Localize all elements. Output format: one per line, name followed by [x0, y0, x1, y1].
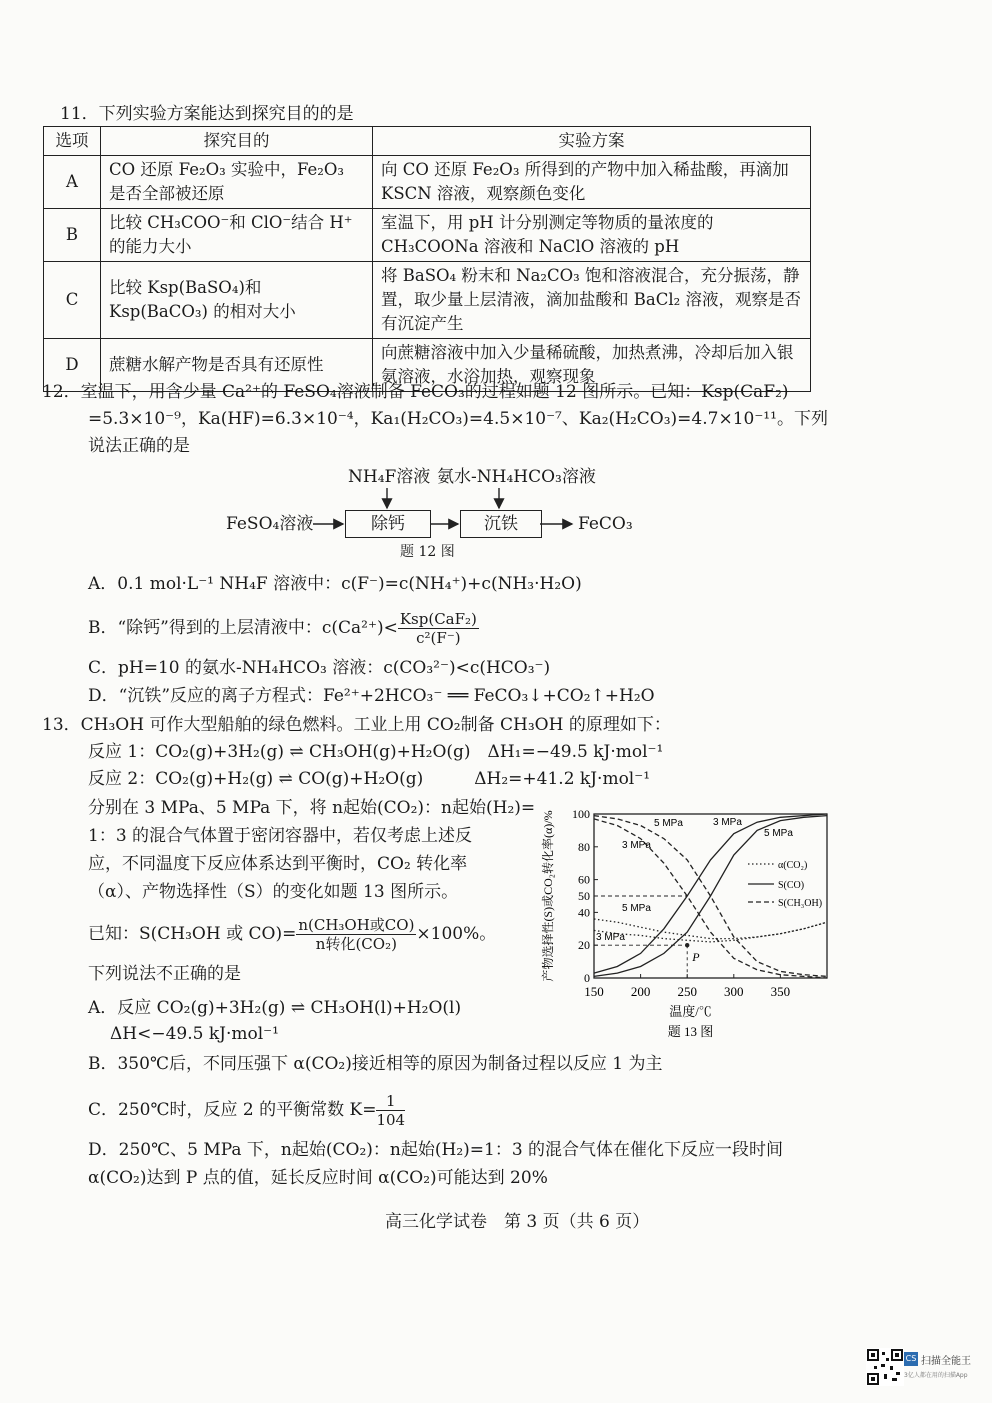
q13-option-c-fraction	[376, 1092, 405, 1129]
legend-entry: S(CH₃OH)	[778, 898, 823, 909]
series-line	[594, 922, 827, 942]
row-plan: 将 BaSO₄ 粉末和 Na₂CO₃ 饱和溶液混合，充分振荡，静置，取少量上层清液，滴加盐酸和 BaCl₂ 溶液，观察是否有沉淀产生	[373, 262, 811, 339]
qr-code-icon	[866, 1348, 904, 1386]
header-option: 选项	[44, 127, 101, 156]
fig12-caption: 题 12 图	[400, 544, 455, 560]
row-plan: 向 CO 还原 Fe₂O₃ 所得到的产物中加入稀盐酸，再滴加 KSCN 溶液，观察颜色变化	[373, 156, 811, 209]
q12-line3: 说法正确的是	[88, 436, 190, 456]
row-option: D	[44, 339, 101, 392]
row-plan: 室温下，用 pH 计分别测定等物质的量浓度的 CH₃COONa 溶液和 NaClO 溶液的 pH	[373, 209, 811, 262]
x-tick-label: 250	[677, 984, 697, 999]
flow-arrows	[0, 0, 992, 560]
y-axis-label: 产物选择性(S)或CO₂转化率(α)/%	[541, 810, 555, 982]
y-tick-label: 60	[578, 872, 590, 887]
pressure-label: 5 MPa	[764, 828, 793, 839]
watermark-name: 扫描全能王	[921, 1356, 971, 1367]
q13-option-a-line1: A．反应 CO₂(g)+3H₂(g) ⇌ CH₃OH(l)+H₂O(l)	[88, 998, 462, 1018]
y-tick-label: 100	[572, 807, 590, 821]
fig13-caption: 题 13 图	[667, 1024, 714, 1039]
point-p-label: P	[692, 950, 700, 965]
x-tick-label: 350	[770, 984, 791, 999]
x-tick-label: 200	[630, 984, 651, 999]
q13-para1: 分别在 3 MPa、5 MPa 下，将 n起始(CO₂)：n起始(H₂)=	[88, 798, 536, 818]
row-goal: CO 还原 Fe₂O₃ 实验中，Fe₂O₃ 是否全部被还原	[101, 156, 373, 209]
series-line	[594, 919, 827, 939]
q13-para4: （α）、产物选择性（S）的变化如题 13 图所示。	[88, 882, 459, 902]
q13-reaction1: 反应 1：CO₂(g)+3H₂(g) ⇌ CH₃OH(g)+H₂O(g) ΔH₁=−49.5 kJ·mol⁻¹	[88, 742, 664, 762]
q13-para3: 应，不同温度下反应体系达到平衡时，CO₂ 转化率	[88, 854, 468, 874]
flow-box-precipitate-iron: 沉铁	[460, 510, 542, 538]
pressure-label: 3 MPa	[713, 817, 742, 828]
point-p	[685, 943, 689, 947]
fraction-denominator: c²(F⁻)	[416, 629, 461, 647]
watermark-sub: 3亿人都在用的扫描App	[904, 1372, 968, 1379]
pressure-label: 5 MPa	[654, 818, 683, 829]
y-tick-label: 0	[584, 971, 590, 985]
flow-reagent2: 氨水-NH₄HCO₃溶液	[437, 467, 596, 487]
x-tick-label: 150	[584, 984, 604, 999]
row-goal: 蔗糖水解产物是否具有还原性	[101, 339, 373, 392]
flow-end: FeCO₃	[578, 514, 633, 534]
row-option: A	[44, 156, 101, 209]
flow-reagent1: NH₄F溶液	[348, 467, 431, 487]
q13-option-d-line2: α(CO₂)达到 P 点的值，延长反应时间 α(CO₂)可能达到 20%	[88, 1168, 548, 1188]
fraction-numerator: Ksp(CaF₂)	[399, 610, 477, 628]
q12-line2: =5.3×10⁻⁹，Ka(HF)=6.3×10⁻⁴，Ka₁(H₂CO₃)=4.5×10⁻⁷、Ka₂(H₂CO₃)=4.7×10⁻¹¹。下列	[88, 409, 828, 429]
fig13-chart	[530, 800, 835, 1045]
row-option: C	[44, 262, 101, 339]
row-goal: 比较 Ksp(BaSO₄)和 Ksp(BaCO₃) 的相对大小	[101, 262, 373, 339]
q13-line1: 13．CH₃OH 可作大型船舶的绿色燃料。工业上用 CO₂制备 CH₃OH 的原理如下：	[42, 715, 671, 735]
fraction-numerator: 1	[376, 1092, 405, 1111]
flow-start: FeSO₄溶液	[226, 514, 314, 534]
q11-stem: 11．下列实验方案能达到探究目的的是	[60, 104, 354, 124]
q12-option-b	[88, 606, 479, 650]
y-tick-label: 50	[578, 889, 590, 903]
q12-line1: 12．室温下，用含少量 Ca²⁺的 FeSO₄溶液制备 FeCO₃的过程如题 12 图所示。已知：Ksp(CaF₂)	[42, 382, 789, 402]
row-goal: 比较 CH₃COO⁻和 ClO⁻结合 H⁺ 的能力大小	[101, 209, 373, 262]
pressure-label: 3 MPa	[622, 840, 651, 851]
q13-reaction2: 反应 2：CO₂(g)+H₂(g) ⇌ CO(g)+H₂O(g) ΔH₂=+41.2 kJ·mol⁻¹	[88, 769, 651, 789]
x-axis-label: 温度/℃	[669, 1004, 712, 1019]
q13-option-a-line2: ΔH<−49.5 kJ·mol⁻¹	[110, 1024, 279, 1044]
page-footer: 高三化学试卷 第 3 页（共 6 页）	[385, 1212, 650, 1232]
legend-entry: S(CO)	[778, 880, 805, 891]
legend-entry: α(CO₂)	[778, 860, 808, 871]
fraction-denominator: n转化(CO₂)	[315, 935, 397, 953]
q12-option-b-text: B．“除钙”得到的上层清液中：c(Ca²⁺)<	[88, 618, 398, 638]
header-goal: 探究目的	[101, 127, 373, 156]
known-text: 已知：S(CH₃OH 或 CO)=	[88, 924, 297, 944]
pressure-label: 3 MPa	[596, 932, 625, 943]
row-option: B	[44, 209, 101, 262]
q13-option-c-text: C．250℃时，反应 2 的平衡常数 K=	[88, 1100, 377, 1120]
y-tick-label: 80	[578, 839, 590, 854]
y-tick-label: 20	[578, 938, 590, 953]
q13-option-c	[88, 1088, 405, 1132]
q12-option-d: D．“沉铁”反应的离子方程式：Fe²⁺+2HCO₃⁻ ══ FeCO₃↓+CO₂↑+H₂O	[88, 686, 655, 706]
pressure-label: 5 MPa	[622, 903, 651, 914]
known-tail: ×100%。	[416, 924, 497, 944]
y-tick-label: 40	[578, 905, 590, 920]
q13-option-d-line1: D．250℃、5 MPa 下，n起始(CO₂)：n起始(H₂)=1：3 的混合气体在催化下反应一段时间	[88, 1140, 784, 1160]
known-fraction	[296, 916, 416, 953]
fraction-numerator: n(CH₃OH或CO)	[298, 916, 415, 934]
q13-known	[88, 912, 496, 956]
header-plan: 实验方案	[373, 127, 811, 156]
q12-option-a: A．0.1 mol·L⁻¹ NH₄F 溶液中：c(F⁻)=c(NH₄⁺)+c(NH₃·H₂O)	[88, 574, 582, 594]
q13-para2: 1：3 的混合气体置于密闭容器中，若仅考虑上述反	[88, 826, 473, 846]
x-tick-label: 300	[724, 984, 744, 999]
row-plan: 向蔗糖溶液中加入少量稀硫酸，加热煮沸，冷却后加入银氨溶液，水浴加热，观察现象	[373, 339, 811, 392]
q13-ask: 下列说法不正确的是	[88, 964, 241, 984]
fraction-denominator: 104	[376, 1111, 406, 1129]
camscanner-logo-icon: CS	[904, 1352, 918, 1366]
q12-option-b-fraction	[398, 610, 479, 647]
q13-option-b: B．350℃后，不同压强下 α(CO₂)接近相等的原因为制备过程以反应 1 为主	[88, 1054, 663, 1074]
flow-box-decalcify: 除钙	[345, 510, 431, 538]
q12-option-c: C．pH=10 的氨水-NH₄HCO₃ 溶液：c(CO₃²⁻)<c(HCO₃⁻)	[88, 658, 551, 678]
